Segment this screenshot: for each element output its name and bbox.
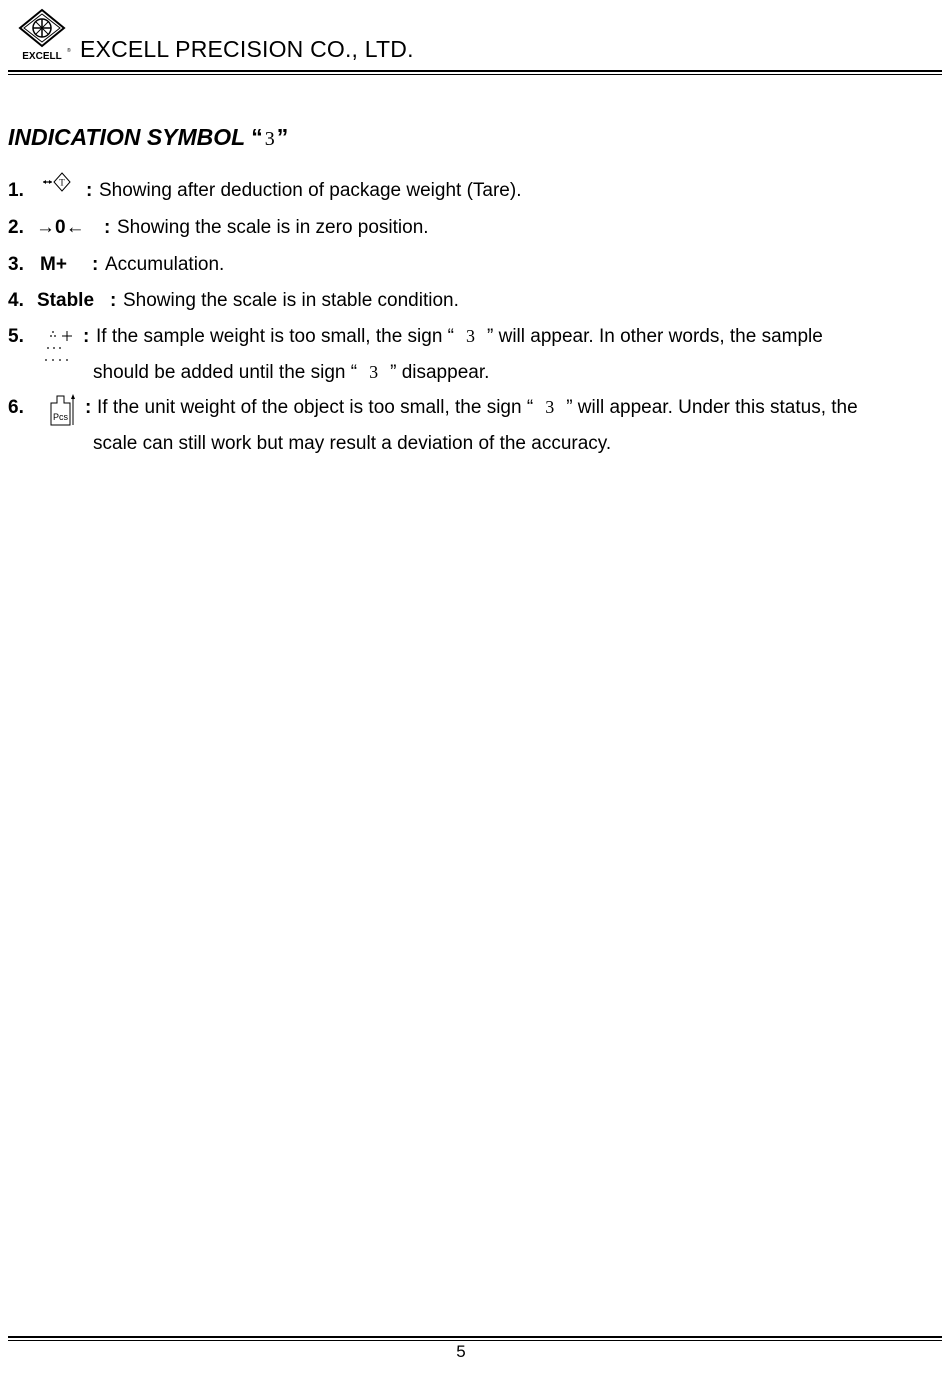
item-colon: : <box>104 217 111 238</box>
footer-rule-thick <box>8 1336 942 1338</box>
title-symbol: 3 <box>264 128 275 150</box>
svg-text:Pcs: Pcs <box>52 412 69 422</box>
item-text: Accumulation. <box>105 254 225 275</box>
item-text: Showing the scale is in stable condition. <box>123 290 459 311</box>
item-colon: : <box>86 180 93 201</box>
item-number: 6. <box>8 397 24 418</box>
accumulation-symbol: M+ <box>40 254 67 275</box>
item-text-line2: should be added until the sign “ 3 ” disappear. <box>93 362 490 383</box>
header-rule-thin <box>8 74 942 75</box>
item-text: If the sample weight is too small, the sign “ 3 ” will appear. In other words, the sample <box>96 326 823 347</box>
item-text: If the unit weight of the object is too small, the sign “ 3 ” will appear. Under this status, the <box>97 397 858 418</box>
pcs-weight-icon <box>46 393 76 429</box>
item-text: Showing the scale is in zero position. <box>117 217 429 238</box>
zero-position-symbol: →0← <box>36 217 85 238</box>
company-name: EXCELL PRECISION CO., LTD. <box>80 36 414 62</box>
section-title-text: INDICATION SYMBOL <box>8 124 245 150</box>
item-number: 3. <box>8 254 24 275</box>
item-colon: : <box>85 397 92 418</box>
footer-rule-thin <box>8 1340 942 1341</box>
sign-symbol: 3 <box>369 362 379 382</box>
page-header <box>8 6 942 76</box>
item-colon: : <box>83 326 90 347</box>
item-colon: : <box>92 254 99 275</box>
svg-text:®: ® <box>67 48 71 54</box>
add-sample-dots-icon <box>42 328 82 364</box>
stable-symbol: Stable <box>37 290 95 311</box>
title-close-quote: ” <box>276 124 289 150</box>
tare-arrow-icon <box>42 172 72 196</box>
section-title <box>8 124 288 151</box>
sign-symbol: 3 <box>545 397 555 417</box>
logo-text: EXCELL <box>22 51 62 62</box>
item-number: 1. <box>8 180 24 201</box>
item-number: 2. <box>8 217 24 238</box>
svg-text:T: T <box>59 177 65 188</box>
item-text: Showing after deduction of package weight (Tare). <box>99 180 522 201</box>
sign-symbol: 3 <box>466 326 475 346</box>
item-number: 4. <box>8 290 24 311</box>
item-colon: : <box>110 290 117 311</box>
excell-logo-icon <box>12 8 72 64</box>
page-number: 5 <box>456 1342 466 1361</box>
title-open-quote: “ <box>251 124 263 150</box>
item-number: 5. <box>8 326 24 347</box>
header-rule-thick <box>8 70 942 72</box>
item-text-line2: scale can still work but may result a deviation of the accuracy. <box>93 433 612 454</box>
